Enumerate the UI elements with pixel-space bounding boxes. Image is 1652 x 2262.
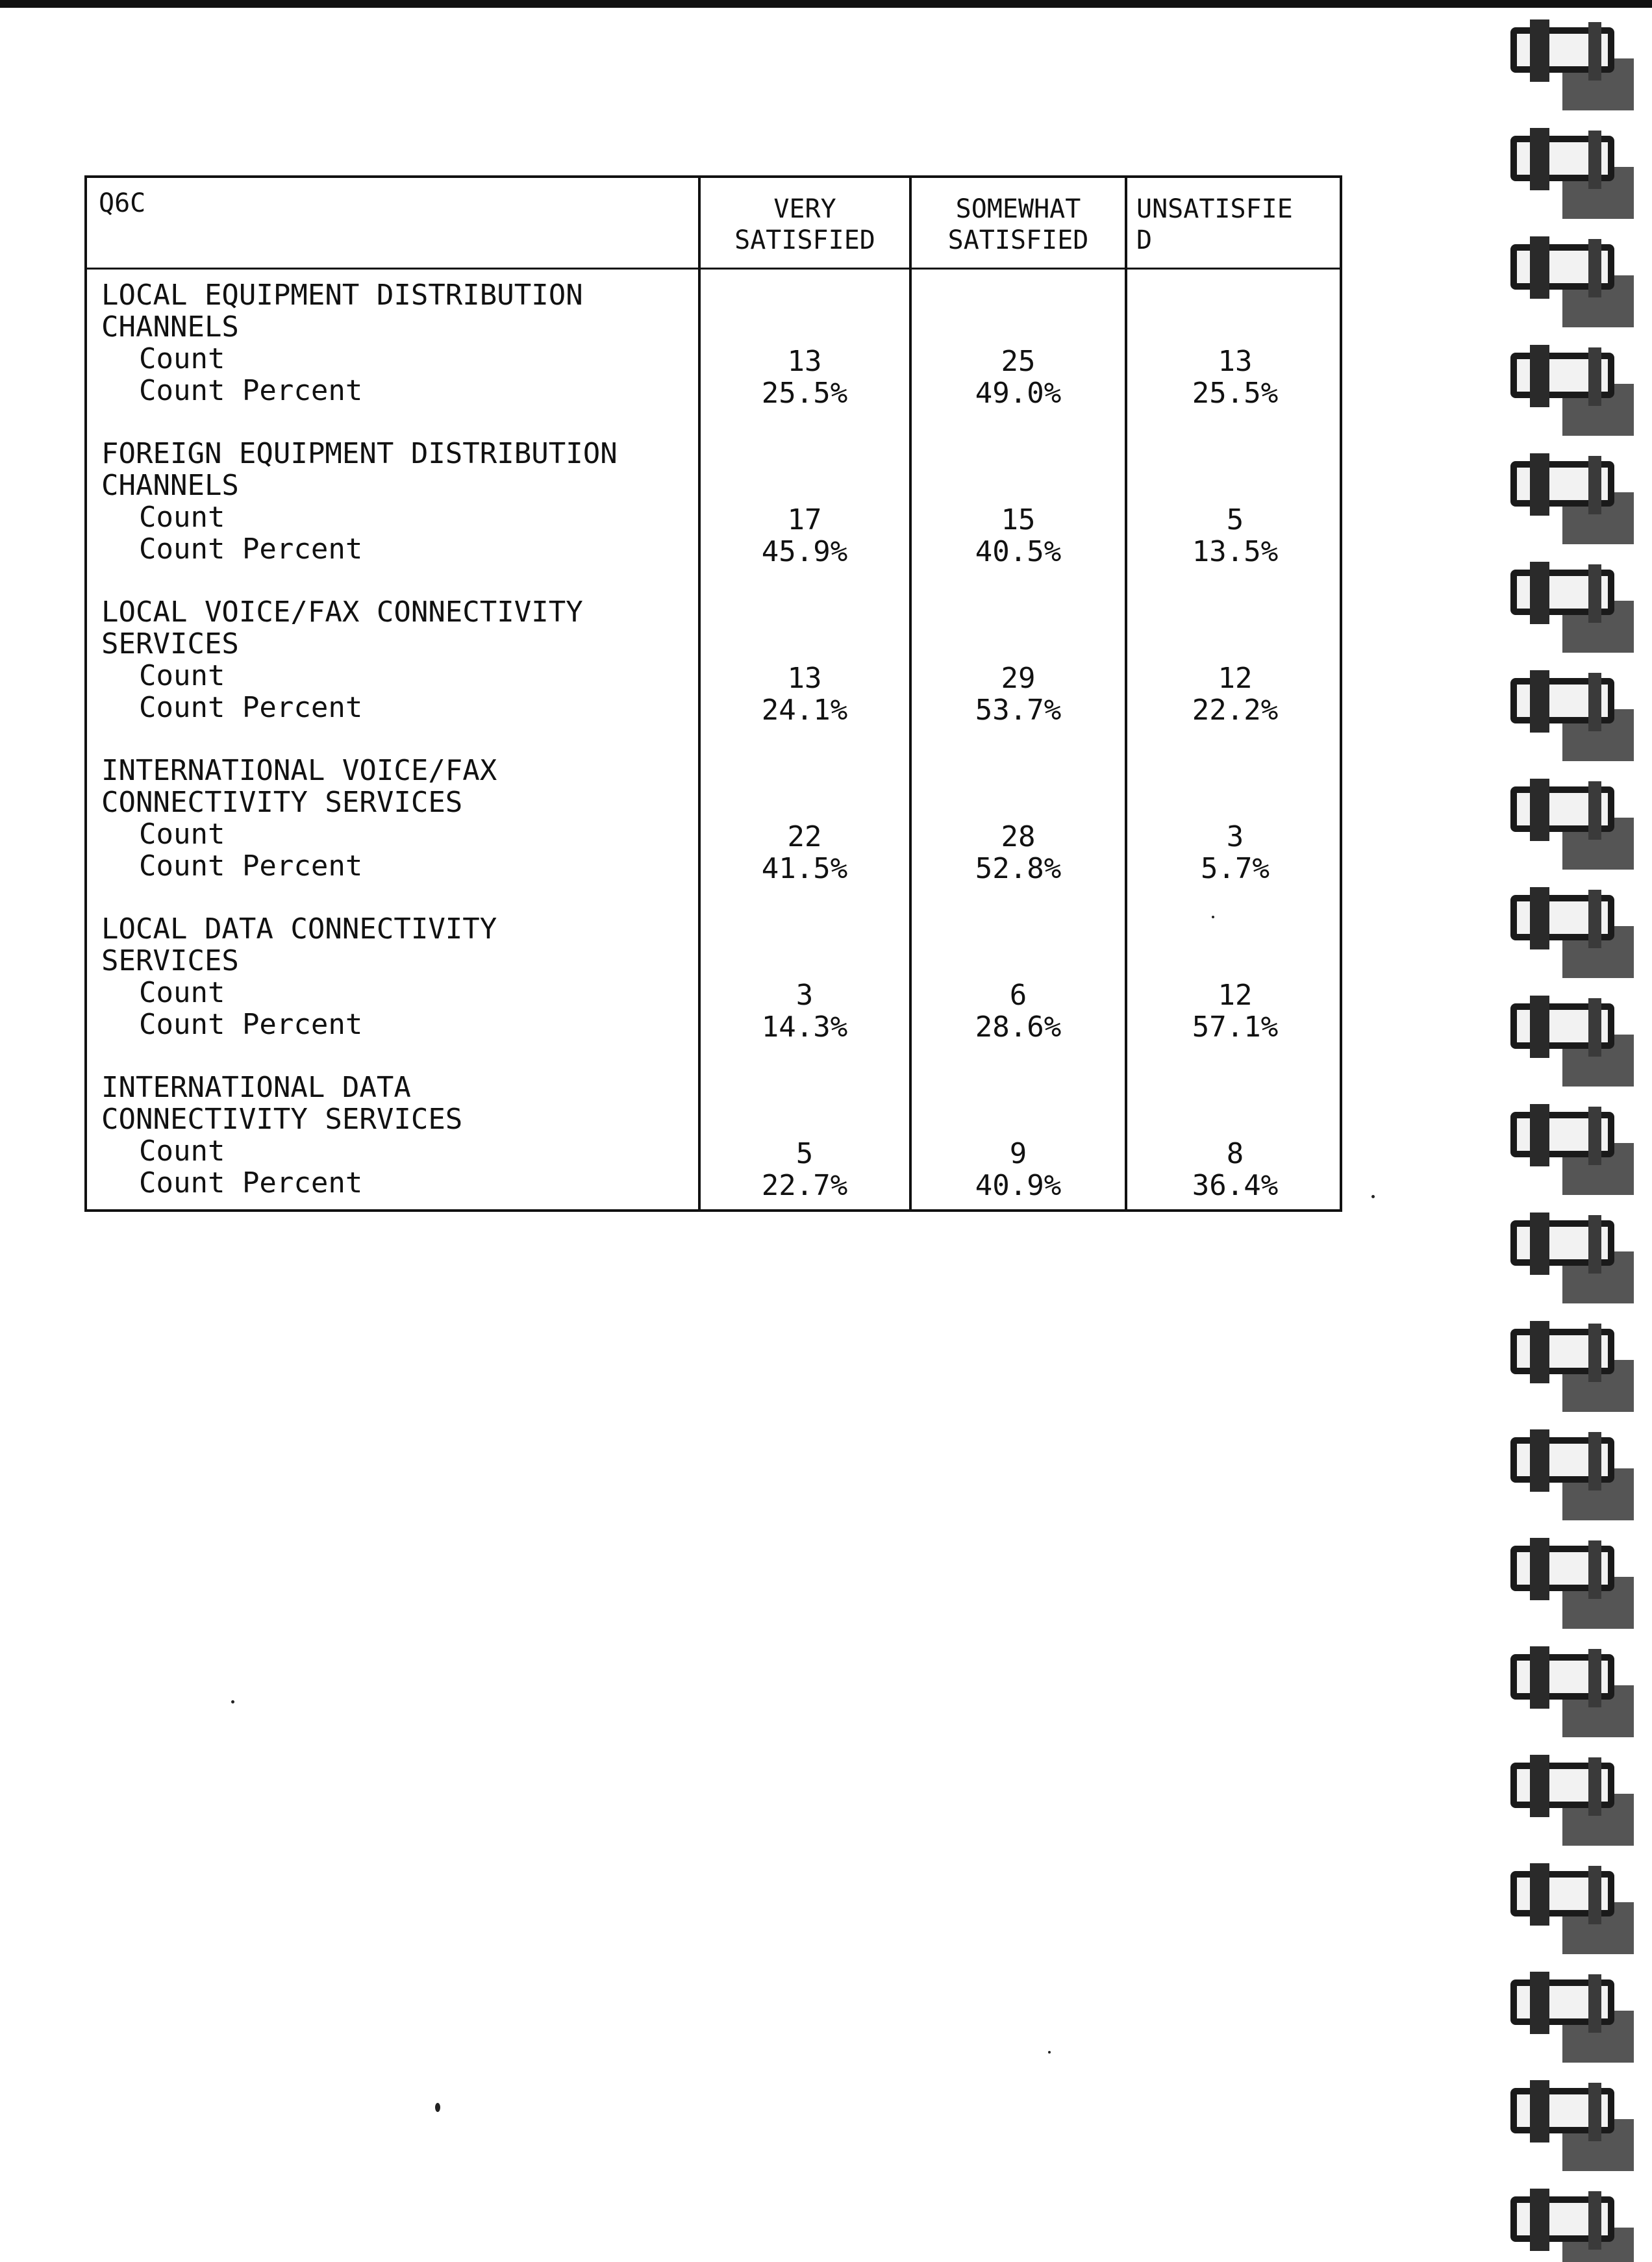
- coil-part: [1588, 564, 1601, 623]
- coil-part: [1530, 1863, 1549, 1926]
- percent-cell: 25.5%: [761, 377, 848, 410]
- binding-coil: [1510, 19, 1652, 82]
- coil-part: [1530, 128, 1549, 190]
- binding-coil: [1510, 1646, 1652, 1709]
- percent-cell: 14.3%: [761, 1011, 848, 1044]
- count-cell: 5: [795, 1137, 814, 1170]
- coil-part: [1530, 779, 1549, 841]
- coil-part: [1588, 1215, 1601, 1274]
- coil-part: [1530, 1538, 1549, 1600]
- coil-part: [1588, 1974, 1601, 2033]
- spiral-binding: [1504, 0, 1652, 2262]
- count-cell: 17: [787, 503, 822, 536]
- coil-part: [1588, 781, 1601, 840]
- count-cell: 12: [1218, 979, 1253, 1012]
- binding-coil: [1510, 128, 1652, 190]
- binding-coil: [1510, 1538, 1652, 1600]
- row-label: LOCAL VOICE/FAX CONNECTIVITY SERVICES: [101, 596, 583, 660]
- count-percent-label: Count Percent: [139, 533, 363, 566]
- header-somewhat-satisfied: SOMEWHAT SATISFIED: [947, 194, 1089, 255]
- count-percent-label: Count Percent: [139, 1166, 363, 1200]
- row-label: INTERNATIONAL DATA CONNECTIVITY SERVICES: [101, 1071, 463, 1136]
- count-cell: 3: [1226, 820, 1244, 853]
- coil-part: [1530, 19, 1549, 82]
- scan-speck: [1048, 2051, 1051, 2054]
- coil-part: [1530, 1972, 1549, 2034]
- coil-part: [1530, 1429, 1549, 1492]
- count-label: Count: [139, 1135, 225, 1168]
- scan-speck: [435, 2103, 440, 2112]
- binding-coil: [1510, 1321, 1652, 1383]
- question-id: Q6C: [99, 188, 146, 218]
- count-cell: 13: [1218, 345, 1253, 378]
- binding-coil: [1510, 1429, 1652, 1492]
- binding-coil: [1510, 1972, 1652, 2034]
- count-cell: 9: [1009, 1137, 1027, 1170]
- row-label: LOCAL EQUIPMENT DISTRIBUTION CHANNELS: [101, 279, 583, 344]
- binding-coil: [1510, 236, 1652, 299]
- coil-part: [1530, 2189, 1549, 2251]
- count-label: Count: [139, 659, 225, 692]
- percent-cell: 49.0%: [975, 377, 1062, 410]
- coil-part: [1530, 996, 1549, 1058]
- percent-cell: 45.9%: [761, 535, 848, 568]
- coil-part: [1588, 998, 1601, 1057]
- percent-cell: 5.7%: [1201, 852, 1270, 885]
- coil-part: [1530, 1213, 1549, 1275]
- binding-coil: [1510, 1755, 1652, 1817]
- percent-cell: 40.9%: [975, 1169, 1062, 1202]
- percent-cell: 40.5%: [975, 535, 1062, 568]
- table-row: [87, 279, 1340, 438]
- binding-coil: [1510, 670, 1652, 733]
- count-percent-label: Count Percent: [139, 691, 363, 724]
- percent-cell: 13.5%: [1192, 535, 1279, 568]
- coil-part: [1588, 456, 1601, 514]
- coil-part: [1588, 1432, 1601, 1490]
- binding-coil: [1510, 2189, 1652, 2251]
- count-percent-label: Count Percent: [139, 374, 363, 407]
- count-cell: 5: [1226, 503, 1244, 536]
- count-label: Count: [139, 342, 225, 375]
- table-row: [87, 438, 1340, 596]
- binding-coil: [1510, 562, 1652, 624]
- coil-part: [1530, 1755, 1549, 1817]
- count-label: Count: [139, 501, 225, 534]
- coil-part: [1588, 1649, 1601, 1707]
- percent-cell: 28.6%: [975, 1011, 1062, 1044]
- coil-part: [1530, 453, 1549, 516]
- count-cell: 28: [1001, 820, 1036, 853]
- count-cell: 13: [787, 345, 822, 378]
- coil-part: [1530, 1104, 1549, 1166]
- count-cell: 3: [795, 979, 814, 1012]
- binding-coil: [1510, 1104, 1652, 1166]
- binding-coil: [1510, 2080, 1652, 2143]
- count-cell: 6: [1009, 979, 1027, 1012]
- coil-part: [1588, 131, 1601, 189]
- percent-cell: 24.1%: [761, 694, 848, 727]
- coil-part: [1530, 1646, 1549, 1709]
- count-cell: 8: [1226, 1137, 1244, 1170]
- coil-part: [1588, 890, 1601, 948]
- coil-part: [1530, 2080, 1549, 2143]
- count-percent-label: Count Percent: [139, 849, 363, 883]
- count-cell: 13: [787, 662, 822, 695]
- percent-cell: 41.5%: [761, 852, 848, 885]
- coil-part: [1530, 1321, 1549, 1383]
- count-cell: 25: [1001, 345, 1036, 378]
- scan-speck: [1371, 1195, 1375, 1198]
- coil-part: [1530, 236, 1549, 299]
- row-label: INTERNATIONAL VOICE/FAX CONNECTIVITY SERVICES: [101, 754, 497, 819]
- coil-part: [1588, 2083, 1601, 2141]
- percent-cell: 22.2%: [1192, 694, 1279, 727]
- row-label: LOCAL DATA CONNECTIVITY SERVICES: [101, 912, 497, 977]
- count-cell: 29: [1001, 662, 1036, 695]
- coil-part: [1588, 1866, 1601, 1924]
- table-row: [87, 913, 1340, 1072]
- percent-cell: 22.7%: [761, 1169, 848, 1202]
- binding-coil: [1510, 779, 1652, 841]
- percent-cell: 53.7%: [975, 694, 1062, 727]
- percent-cell: 25.5%: [1192, 377, 1279, 410]
- binding-coil: [1510, 996, 1652, 1058]
- binding-coil: [1510, 453, 1652, 516]
- coil-part: [1530, 345, 1549, 407]
- coil-part: [1588, 673, 1601, 731]
- scan-top-edge: [0, 0, 1652, 8]
- header-unsatisfied: UNSATISFIE D: [1136, 194, 1293, 255]
- count-cell: 12: [1218, 662, 1253, 695]
- count-percent-label: Count Percent: [139, 1008, 363, 1041]
- count-label: Count: [139, 818, 225, 851]
- coil-part: [1588, 239, 1601, 297]
- coil-part: [1588, 1540, 1601, 1599]
- table-row: [87, 596, 1340, 755]
- coil-part: [1588, 1324, 1601, 1382]
- header-divider: [87, 268, 1340, 270]
- scan-speck: [1212, 916, 1214, 918]
- coil-part: [1530, 887, 1549, 949]
- coil-part: [1588, 2191, 1601, 2250]
- row-label: FOREIGN EQUIPMENT DISTRIBUTION CHANNELS: [101, 437, 618, 502]
- binding-coil: [1510, 1863, 1652, 1926]
- satisfaction-table: [84, 175, 1342, 1212]
- percent-cell: 57.1%: [1192, 1011, 1279, 1044]
- scan-speck: [231, 1700, 234, 1703]
- coil-part: [1588, 1107, 1601, 1165]
- coil-part: [1588, 1757, 1601, 1816]
- count-cell: 15: [1001, 503, 1036, 536]
- coil-part: [1588, 22, 1601, 81]
- coil-part: [1530, 562, 1549, 624]
- table-row: [87, 1072, 1340, 1230]
- percent-cell: 36.4%: [1192, 1169, 1279, 1202]
- coil-part: [1588, 347, 1601, 406]
- coil-part: [1530, 670, 1549, 733]
- table-row: [87, 755, 1340, 913]
- count-label: Count: [139, 976, 225, 1009]
- header-very-satisfied: VERY SATISFIED: [734, 194, 875, 255]
- binding-coil: [1510, 1213, 1652, 1275]
- percent-cell: 52.8%: [975, 852, 1062, 885]
- binding-coil: [1510, 887, 1652, 949]
- count-cell: 22: [787, 820, 822, 853]
- binding-coil: [1510, 345, 1652, 407]
